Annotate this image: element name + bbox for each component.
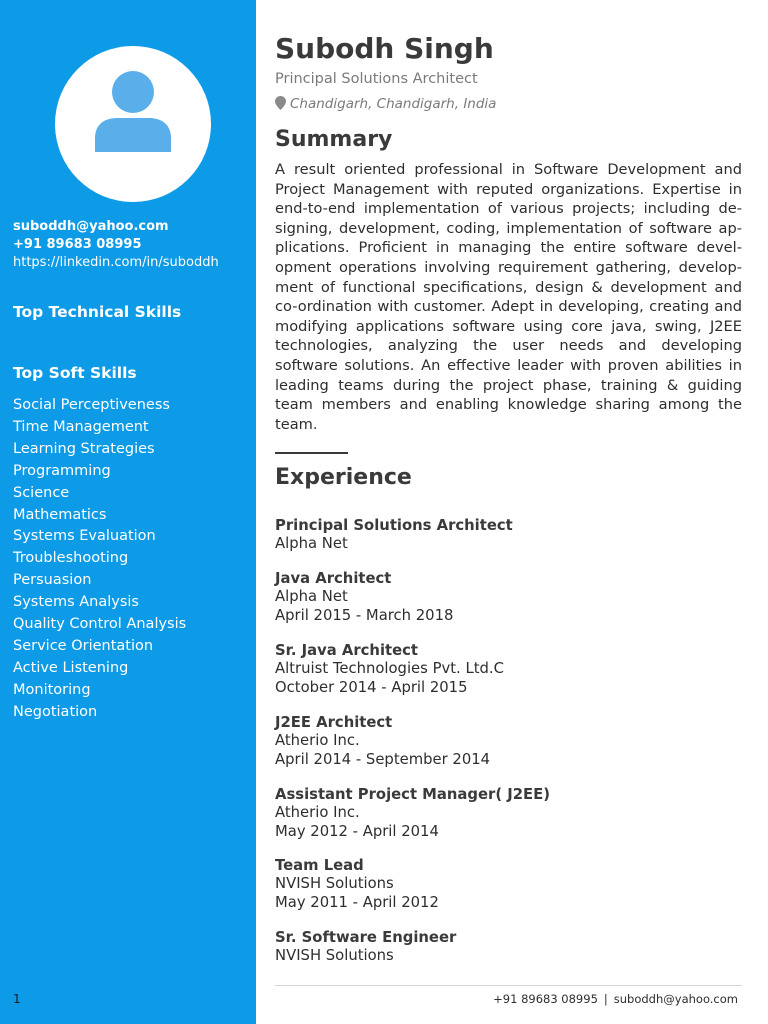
job-company: Atherio Inc. [275, 804, 360, 821]
job-company: Alpha Net [275, 535, 348, 552]
person-location [275, 96, 496, 112]
soft-skill-item: Persuasion [13, 572, 92, 589]
footer [493, 992, 738, 1006]
experience-item [275, 516, 743, 554]
job-title: Principal Solutions Architect [275, 517, 513, 534]
job-company: Atherio Inc. [275, 732, 360, 749]
soft-skill-item: Negotiation [13, 703, 98, 720]
job-title: Java Architect [275, 570, 392, 587]
job-title: J2EE Architect [275, 714, 393, 731]
soft-skill-item: Science [13, 484, 70, 501]
footer-separator: | [603, 992, 608, 1006]
soft-skill-item: Systems Evaluation [13, 528, 156, 545]
soft-skill-item: Systems Analysis [13, 594, 139, 611]
job-company: Alpha Net [275, 588, 348, 605]
job-title: Sr. Software Engineer [275, 929, 457, 946]
footer-phone[interactable]: +91 89683 08995 [493, 992, 598, 1006]
sidebar [0, 0, 256, 1024]
summary-text: A result oriented professional in Software Development and Project Management with reputed organizations. Expertise in end-to-end implementation of various projects; including designing, development, coding, implementation of software applications. Proficient in managing the entire software development operations involving requirement gathering, development of functional specifications, design & development and co-ordination with customer. Adept in developing, creating and modifying applications software using core java, swing, J2EE technologies, analyzing the user needs and developing software solutions. An effective leader with proven abilities in leading teams during the project phase, training & guiding team members and enabling knowledge sharing among the team. [275, 161, 742, 433]
job-company: NVISH Solutions [275, 875, 394, 892]
contact-linkedin[interactable]: https://linkedin.com/in/suboddh [13, 255, 219, 270]
job-dates: April 2015 - March 2018 [275, 606, 454, 624]
soft-skill-item: Active Listening [13, 659, 129, 676]
experience-item [275, 785, 743, 841]
soft-skill-item: Troubleshooting [13, 550, 129, 567]
soft-skills-heading: Top Soft Skills [13, 364, 137, 382]
job-dates: October 2014 - April 2015 [275, 678, 468, 696]
experience-item [275, 713, 743, 769]
footer-divider [275, 985, 742, 986]
job-dates: May 2012 - April 2014 [275, 822, 439, 840]
experience-item [275, 856, 743, 912]
map-pin-icon [275, 96, 286, 110]
person-name: Subodh Singh [275, 32, 494, 65]
soft-skill-item: Time Management [13, 418, 149, 435]
soft-skill-item: Service Orientation [13, 637, 154, 654]
technical-skills-heading: Top Technical Skills [13, 303, 182, 321]
job-title: Sr. Java Architect [275, 642, 418, 659]
page-number: 1 [13, 992, 21, 1006]
soft-skills-list [13, 395, 186, 724]
job-dates: May 2011 - April 2012 [275, 893, 439, 911]
soft-skill-item: Monitoring [13, 681, 91, 698]
experience-item [275, 641, 743, 697]
user-silhouette-icon [91, 70, 175, 154]
job-title: Team Lead [275, 857, 364, 874]
section-divider [275, 452, 348, 454]
contact-phone[interactable]: +91 89683 08995 [13, 237, 142, 252]
contact-email[interactable]: suboddh@yahoo.com [13, 219, 169, 234]
contact-block [13, 218, 219, 272]
experience-heading: Experience [275, 465, 412, 490]
location-text: Chandigarh, Chandigarh, India [290, 96, 497, 112]
experience-item [275, 569, 743, 625]
experience-item [275, 928, 743, 966]
summary-heading: Summary [275, 127, 393, 152]
person-title: Principal Solutions Architect [275, 71, 478, 87]
job-title: Assistant Project Manager( J2EE) [275, 786, 551, 803]
job-dates: April 2014 - September 2014 [275, 750, 491, 768]
footer-email[interactable]: suboddh@yahoo.com [613, 992, 738, 1006]
soft-skill-item: Quality Control Analysis [13, 616, 187, 633]
job-company: Altruist Technologies Pvt. Ltd.C [275, 660, 504, 677]
job-company: NVISH Solutions [275, 947, 394, 964]
soft-skill-item: Programming [13, 462, 111, 479]
soft-skill-item: Learning Strategies [13, 440, 155, 457]
soft-skill-item: Social Perceptiveness [13, 397, 170, 413]
soft-skill-item: Mathematics [13, 506, 107, 523]
avatar [55, 46, 211, 202]
